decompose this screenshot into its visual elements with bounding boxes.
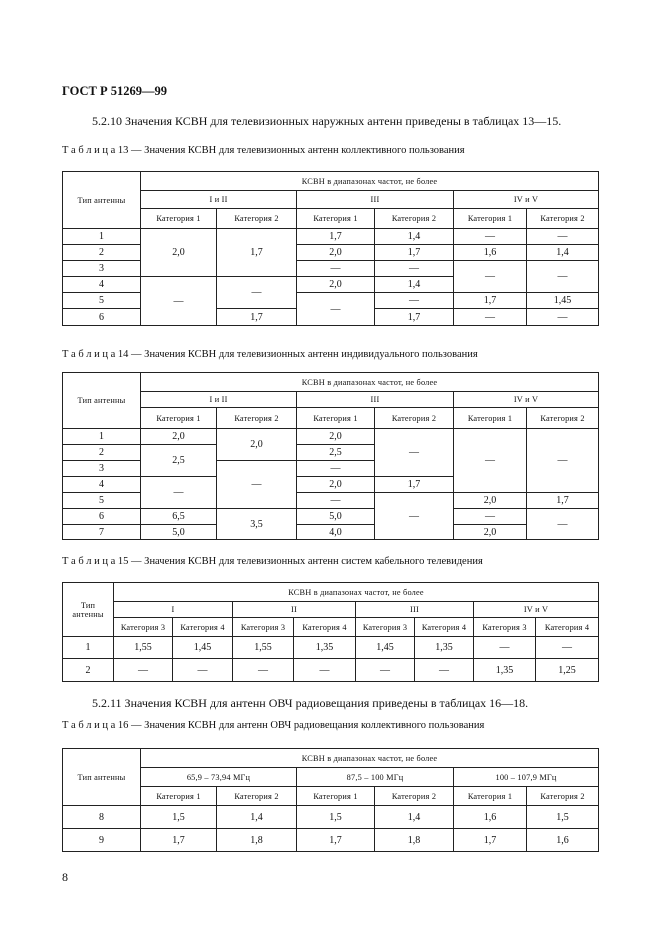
data-cell: 1,35 xyxy=(294,637,356,659)
data-cell: 1,5 xyxy=(297,806,375,829)
data-cell: — xyxy=(294,659,356,682)
category-header: Категория 1 xyxy=(454,408,527,429)
category-header: Категория 2 xyxy=(527,787,599,806)
data-cell: 1,7 xyxy=(375,309,454,326)
data-cell: — xyxy=(375,293,454,309)
col-header-type: Тип антенны xyxy=(63,373,141,429)
data-cell: 1,8 xyxy=(375,829,454,852)
category-header: Категория 2 xyxy=(375,787,454,806)
data-cell: 1,25 xyxy=(536,659,599,682)
data-cell: 2,0 xyxy=(141,429,217,445)
data-cell: — xyxy=(375,429,454,477)
data-cell: — xyxy=(454,309,527,326)
data-cell: 4,0 xyxy=(297,525,375,540)
data-cell: — xyxy=(527,509,599,540)
category-header: Категория 3 xyxy=(474,618,536,637)
col-header-vswr: КСВН в диапазонах частот, не более xyxy=(141,373,599,392)
band-header: 87,5 – 100 МГц xyxy=(297,768,454,787)
band-header: II xyxy=(233,602,356,618)
type-cell: 5 xyxy=(63,493,141,509)
data-cell: — xyxy=(454,261,527,293)
data-cell: — xyxy=(415,659,474,682)
type-cell: 6 xyxy=(63,309,141,326)
data-cell: 2,0 xyxy=(297,245,375,261)
data-cell: — xyxy=(297,261,375,277)
data-cell: 1,7 xyxy=(527,493,599,509)
col-header-vswr: КСВН в диапазонах частот, не более xyxy=(141,749,599,768)
data-cell: — xyxy=(375,493,454,540)
data-cell: 1,35 xyxy=(474,659,536,682)
data-cell: 1,45 xyxy=(356,637,415,659)
category-header: Категория 3 xyxy=(356,618,415,637)
category-header: Категория 2 xyxy=(527,408,599,429)
category-header: Категория 4 xyxy=(536,618,599,637)
category-header: Категория 4 xyxy=(294,618,356,637)
table-16-caption: Т а б л и ц а 16 — Значения КСВН для антенн ОВЧ радиовещания коллективного пользования xyxy=(62,720,485,731)
type-cell: 4 xyxy=(63,477,141,493)
band-header: III xyxy=(297,191,454,209)
type-cell: 3 xyxy=(63,261,141,277)
table-15-caption: Т а б л и ц а 15 — Значения КСВН для телевизионных антенн систем кабельного телевидения xyxy=(62,556,483,567)
data-cell: 1,7 xyxy=(217,229,297,277)
data-cell: — xyxy=(454,429,527,493)
category-header: Категория 2 xyxy=(375,408,454,429)
col-header-type: Тип антенны xyxy=(63,749,141,806)
data-cell: 2,0 xyxy=(141,229,217,277)
data-cell: 2,0 xyxy=(297,277,375,293)
data-cell: 1,7 xyxy=(454,293,527,309)
type-header-line2: антенны xyxy=(72,609,104,619)
table-16 xyxy=(62,748,599,852)
band-header: III xyxy=(297,392,454,408)
document-header: ГОСТ Р 51269—99 xyxy=(62,84,168,98)
type-cell: 7 xyxy=(63,525,141,540)
data-cell: — xyxy=(173,659,233,682)
data-cell: 1,7 xyxy=(141,829,217,852)
category-header: Категория 2 xyxy=(217,408,297,429)
col-header-type: Тип антенны xyxy=(63,172,141,229)
category-header: Категория 1 xyxy=(141,408,217,429)
data-cell: 3,5 xyxy=(217,509,297,540)
data-cell: — xyxy=(297,493,375,509)
type-cell: 8 xyxy=(63,806,141,829)
data-cell: 5,0 xyxy=(141,525,217,540)
data-cell: — xyxy=(217,461,297,509)
data-cell: — xyxy=(527,429,599,493)
category-header: Категория 1 xyxy=(454,787,527,806)
data-cell: 1,6 xyxy=(454,806,527,829)
data-cell: 1,4 xyxy=(375,277,454,293)
data-cell: 2,5 xyxy=(297,445,375,461)
data-cell: 1,45 xyxy=(527,293,599,309)
data-cell: 1,7 xyxy=(375,245,454,261)
type-cell: 2 xyxy=(63,445,141,461)
band-header: IV и V xyxy=(454,191,599,209)
table-14-caption: Т а б л и ц а 14 — Значения КСВН для телевизионных антенн индивидуального пользования xyxy=(62,349,478,360)
band-header: III xyxy=(356,602,474,618)
data-cell: — xyxy=(233,659,294,682)
type-cell: 4 xyxy=(63,277,141,293)
data-cell: 1,7 xyxy=(375,477,454,493)
type-cell: 2 xyxy=(63,659,114,682)
data-cell: 2,0 xyxy=(454,493,527,509)
data-cell: 1,35 xyxy=(415,637,474,659)
category-header: Категория 2 xyxy=(375,209,454,229)
page-number: 8 xyxy=(62,870,68,884)
data-cell: 1,55 xyxy=(114,637,173,659)
data-cell: 1,4 xyxy=(527,245,599,261)
category-header: Категория 1 xyxy=(297,408,375,429)
data-cell: 2,0 xyxy=(297,429,375,445)
data-cell: — xyxy=(474,637,536,659)
table-14 xyxy=(62,372,599,540)
col-header-vswr: КСВН в диапазонах частот, не более xyxy=(114,583,599,602)
data-cell: — xyxy=(356,659,415,682)
band-header: I xyxy=(114,602,233,618)
type-cell: 6 xyxy=(63,509,141,525)
type-cell: 5 xyxy=(63,293,141,309)
data-cell: — xyxy=(527,229,599,245)
category-header: Категория 1 xyxy=(297,787,375,806)
data-cell: 2,0 xyxy=(217,429,297,461)
band-header: IV и V xyxy=(454,392,599,408)
data-cell: 2,0 xyxy=(454,525,527,540)
data-cell: — xyxy=(141,277,217,326)
table-13 xyxy=(62,171,599,326)
category-header: Категория 2 xyxy=(217,787,297,806)
band-header: I и II xyxy=(141,392,297,408)
band-header: 100 – 107,9 МГц xyxy=(454,768,599,787)
col-header-vswr: КСВН в диапазонах частот, не более xyxy=(141,172,599,191)
data-cell: — xyxy=(454,229,527,245)
category-header: Категория 1 xyxy=(297,209,375,229)
data-cell: — xyxy=(527,309,599,326)
data-cell: 2,0 xyxy=(297,477,375,493)
type-cell: 1 xyxy=(63,429,141,445)
category-header: Категория 4 xyxy=(415,618,474,637)
data-cell: 1,7 xyxy=(297,229,375,245)
type-cell: 1 xyxy=(63,229,141,245)
data-cell: 1,8 xyxy=(217,829,297,852)
data-cell: 1,5 xyxy=(527,806,599,829)
category-header: Категория 1 xyxy=(141,787,217,806)
data-cell: 1,5 xyxy=(141,806,217,829)
table-13-caption: Т а б л и ц а 13 — Значения КСВН для телевизионных антенн коллективного пользования xyxy=(62,145,465,156)
data-cell: — xyxy=(536,637,599,659)
band-header: 65,9 – 73,94 МГц xyxy=(141,768,297,787)
data-cell: 5,0 xyxy=(297,509,375,525)
type-cell: 1 xyxy=(63,637,114,659)
data-cell: — xyxy=(527,261,599,293)
data-cell: 1,4 xyxy=(375,229,454,245)
data-cell: — xyxy=(375,261,454,277)
category-header: Категория 2 xyxy=(217,209,297,229)
data-cell: 1,6 xyxy=(454,245,527,261)
col-header-type xyxy=(63,583,114,637)
table-15 xyxy=(62,582,599,682)
data-cell: 1,45 xyxy=(173,637,233,659)
data-cell: 1,55 xyxy=(233,637,294,659)
data-cell: 1,4 xyxy=(217,806,297,829)
data-cell: — xyxy=(297,293,375,326)
type-cell: 3 xyxy=(63,461,141,477)
data-cell: 2,5 xyxy=(141,445,217,477)
band-header: I и II xyxy=(141,191,297,209)
category-header: Категория 1 xyxy=(454,209,527,229)
data-cell: — xyxy=(297,461,375,477)
category-header: Категория 4 xyxy=(173,618,233,637)
category-header: Категория 2 xyxy=(527,209,599,229)
data-cell: 1,7 xyxy=(217,309,297,326)
category-header: Категория 3 xyxy=(233,618,294,637)
data-cell: 6,5 xyxy=(141,509,217,525)
category-header: Категория 1 xyxy=(141,209,217,229)
type-header-line1: Тип xyxy=(80,600,96,610)
paragraph-5-2-10: 5.2.10 Значения КСВН для телевизионных наружных антенн приведены в таблицах 13—15. xyxy=(92,114,562,128)
data-cell: — xyxy=(217,277,297,309)
data-cell: 1,7 xyxy=(297,829,375,852)
data-cell: — xyxy=(141,477,217,509)
type-cell: 9 xyxy=(63,829,141,852)
band-header: IV и V xyxy=(474,602,599,618)
data-cell: 1,4 xyxy=(375,806,454,829)
data-cell: 1,6 xyxy=(527,829,599,852)
data-cell: 1,7 xyxy=(454,829,527,852)
type-cell: 2 xyxy=(63,245,141,261)
category-header: Категория 3 xyxy=(114,618,173,637)
data-cell: — xyxy=(454,509,527,525)
data-cell: — xyxy=(114,659,173,682)
paragraph-5-2-11: 5.2.11 Значения КСВН для антенн ОВЧ радиовещания приведены в таблицах 16—18. xyxy=(92,696,529,710)
